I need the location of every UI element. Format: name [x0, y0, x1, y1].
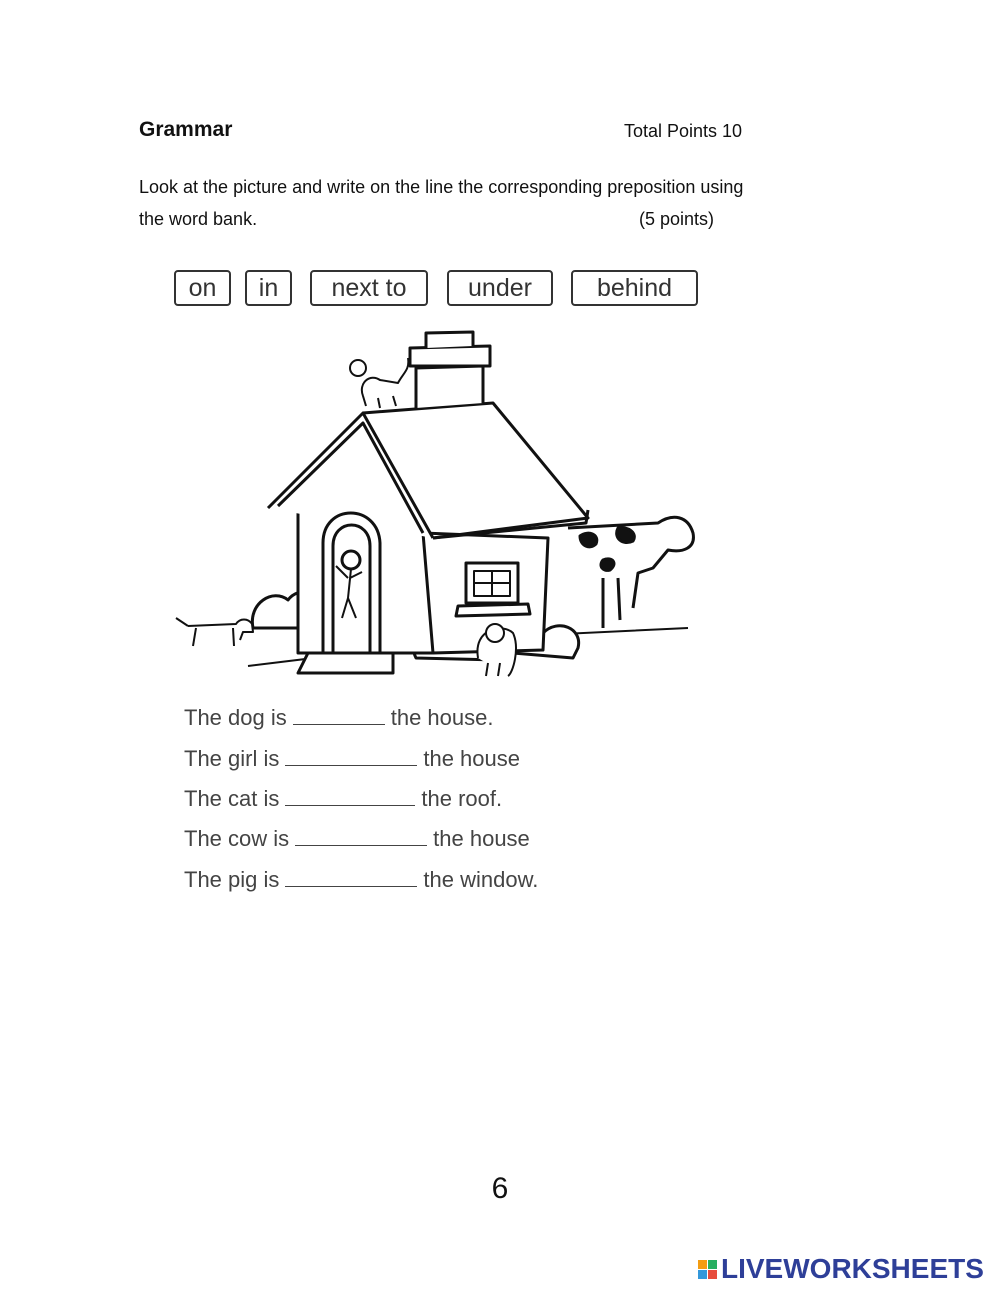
worksheet-figure [148, 258, 710, 910]
instructions-line-1: Look at the picture and write on the line the corresponding preposition using [139, 177, 744, 197]
logo-text: LIVEWORKSHEETS [721, 1253, 984, 1284]
sentence-3-blank[interactable] [285, 787, 415, 806]
logo-block [708, 1260, 717, 1269]
word-bank-behind: behind [571, 270, 698, 306]
house-scene-illustration [148, 328, 710, 678]
sentence-3-start: The cat is [184, 786, 280, 811]
page-number: 6 [491, 1172, 509, 1205]
logo-blocks-icon [698, 1260, 717, 1279]
sentence-3-end: the roof. [421, 786, 503, 811]
sentence-4-end: the house [433, 826, 530, 851]
sentence-2 [184, 746, 520, 772]
word-bank-on: on [174, 270, 231, 306]
sentence-4 [184, 826, 530, 852]
instructions-line-2: the word bank. [139, 209, 258, 229]
instructions [139, 171, 899, 235]
word-bank-next-to: next to [310, 270, 428, 306]
sentence-2-end: the house [423, 746, 520, 771]
sentence-2-start: The girl is [184, 746, 280, 771]
sentence-5-blank[interactable] [285, 868, 417, 887]
sentence-5-start: The pig is [184, 867, 280, 892]
sentence-3 [184, 786, 502, 812]
sentence-4-start: The cow is [184, 826, 290, 851]
section-title: Grammar [139, 118, 233, 141]
sentence-1-end: the house. [390, 705, 494, 730]
liveworksheets-logo[interactable] [698, 1253, 984, 1285]
sentence-5-end: the window. [423, 867, 539, 892]
sentence-5 [184, 867, 538, 893]
logo-block [708, 1270, 717, 1279]
total-points: Total Points 10 [624, 121, 743, 141]
sentence-1-blank[interactable] [293, 706, 385, 725]
word-bank-in: in [245, 270, 292, 306]
sentence-1-start: The dog is [184, 705, 287, 730]
word-bank-under: under [447, 270, 553, 306]
sentence-2-blank[interactable] [285, 747, 417, 766]
logo-block [698, 1260, 707, 1269]
sentence-4-blank[interactable] [295, 827, 427, 846]
sentence-1 [184, 705, 493, 731]
logo-block [698, 1270, 707, 1279]
points-label: (5 points) [639, 209, 715, 229]
